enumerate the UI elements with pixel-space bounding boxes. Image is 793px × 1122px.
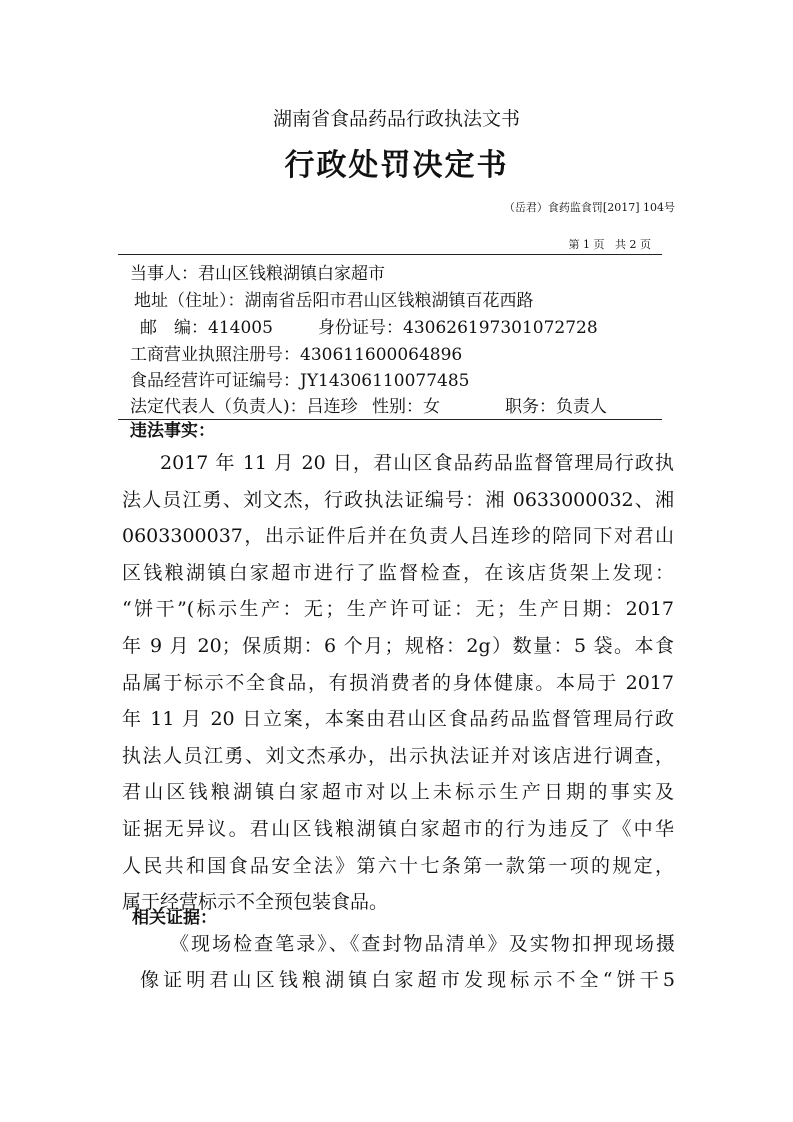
facts-line: 0603300037，出示证件后并在负责人吕连珍的陪同下对君山	[122, 525, 674, 548]
facts-line: 2017 年 11 月 20 日，君山区食品药品监督管理局行政执	[160, 452, 674, 474]
party-address: 地址（住址）：湖南省岳阳市君山区钱粮湖镇百花西路	[134, 291, 534, 311]
page-label-prefix: 第	[568, 238, 580, 251]
evidence-paragraph	[130, 926, 675, 998]
document-number: （岳君）食药监食罚[2017] 104号	[503, 201, 675, 214]
evidence-heading: 相关证据：	[132, 908, 217, 928]
facts-line: 品属于标示不全食品，有损消费者的身体健康。本局于 2017	[122, 671, 674, 694]
party-position: 职务：负责人	[505, 397, 607, 417]
evidence-line: 像证明君山区钱粮湖镇白家超市发现标示不全“饼干5	[140, 969, 675, 991]
top-rule	[118, 254, 662, 255]
page-indicator	[569, 236, 652, 252]
party-food-license: 食品经营许可证编号：JY14306110077485	[130, 371, 470, 391]
party-business-license: 工商营业执照注册号：430611600064896	[130, 345, 463, 365]
facts-line: 君山区钱粮湖镇白家超市对以上未标示生产日期的事实及	[122, 781, 674, 804]
facts-line: 人民共和国食品安全法》第六十七条第一款第一项的规定，	[122, 854, 674, 877]
issuer-heading: 湖南省食品药品行政执法文书	[272, 108, 520, 130]
facts-line: 属于经营标示不全预包装食品。	[122, 891, 389, 914]
party-name: 当事人：君山区钱粮湖镇白家超市	[130, 264, 385, 284]
facts-line: 区钱粮湖镇白家超市进行了监督检查，在该店货架上发现：	[122, 561, 674, 584]
facts-paragraph	[122, 445, 674, 921]
facts-line: 年 9 月 20；保质期：6 个月；规格：2g）数量：5 袋。本食	[122, 634, 674, 657]
facts-line: 执法人员江勇、刘文杰承办，出示执法证并对该店进行调查，	[122, 744, 674, 767]
party-legal-rep: 法定代表人（负责人)：吕连珍	[130, 397, 358, 417]
page-total: 2	[629, 238, 637, 251]
facts-heading: 违法事实：	[130, 421, 215, 441]
facts-line: 法人员江勇、刘文杰，行政执法证编号：湘 0633000032、湘	[122, 488, 674, 511]
document-title: 行政处罚决定书	[284, 148, 509, 183]
facts-line: 年 11 月 20 日立案，本案由君山区食品药品监督管理局行政	[122, 708, 674, 731]
facts-line: “饼干”(标示生产：无；生产许可证：无；生产日期：2017	[122, 598, 674, 621]
party-postcode: 邮 编：414005	[140, 318, 273, 338]
party-id-number: 身份证号：430626197301072728	[318, 318, 598, 338]
page-label-suffix: 页	[640, 238, 651, 251]
party-gender: 性别：女	[372, 397, 440, 417]
evidence-line: 《现场检查笔录》、《查封物品清单》及实物扣押现场摄	[170, 933, 675, 955]
page-label-total-prefix: 共	[615, 238, 626, 251]
page-label-mid: 页	[593, 238, 605, 251]
page-current: 1	[583, 238, 590, 251]
facts-line: 证据无异议。君山区钱粮湖镇白家超市的行为违反了《中华	[122, 817, 674, 840]
